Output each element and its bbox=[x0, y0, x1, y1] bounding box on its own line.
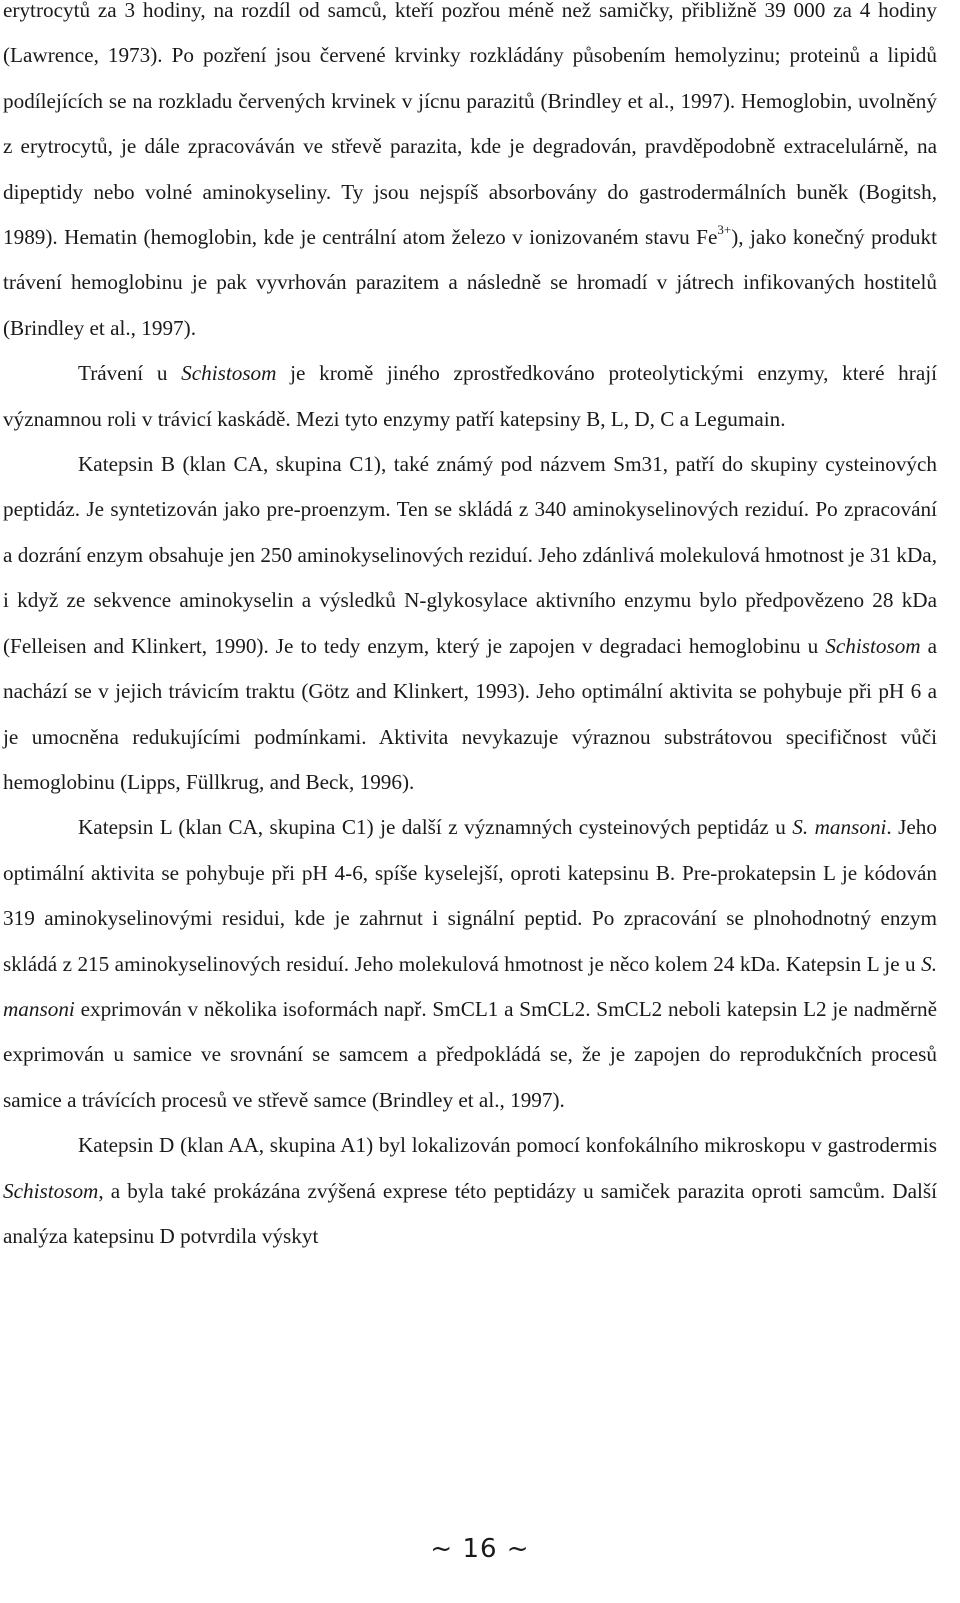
page-number: ~ 16 ~ bbox=[430, 1534, 530, 1564]
italic-term: S. mansoni bbox=[792, 815, 887, 840]
paragraph-1 bbox=[3, 0, 937, 351]
text-run: erytrocytů za 3 hodiny, na rozdíl od samců, kteří pozřou méně než samičky, přibližně 39 000 za 4 hodiny (Lawrence, 1973). Po pozření jsou červené krvinky rozkládány působením hemolyzinu; proteinů a lipidů podílejících se na rozkladu červených krvinek v jícnu parazitů (Brindley et al., 1997). Hemoglobin, uvolněný z erytrocytů, je dále zpracováván ve střevě parazita, kde je degradován, pravděpodobně extracelulárně, na dipeptidy nebo volné aminokyseliny. Ty jsou nejspíš absorbovány do gastrodermálních buněk (Bogitsh, 1989). Hematin (hemoglobin, kde je centrální atom železo v ionizovaném stavu Fe bbox=[3, 0, 937, 250]
text-run: Katepsin B (klan CA, skupina C1), také známý pod názvem Sm31, patří do skupiny cysteinových peptidáz. Je syntetizován jako pre-proenzym. Ten se skládá z 340 aminokyselinových reziduí. Po zpracování a dozrání enzym obsahuje jen 250 aminokyselinových reziduí. Jeho zdánlivá molekulová hmotnost je 31 kDa, i když ze sekvence aminokyselin a výsledků N-glykosylace aktivního enzymu bylo předpovězeno 28 kDa (Felleisen and Klinkert, 1990). Je to tedy enzym, který je zapojen v degradaci hemoglobinu u bbox=[3, 452, 937, 658]
italic-term: S. mansoni bbox=[3, 951, 937, 1021]
text-run: a nachází se v jejich trávicím traktu (Götz and Klinkert, 1993). Jeho optimální aktivita se pohybuje při pH 6 a je umocněna redukujícími podmínkami. Aktivita nevykazuje výraznou substrátovou specifičnost vůči hemoglobinu (Lipps, Füllkrug, and Beck, 1996). bbox=[3, 633, 938, 794]
paragraph-5 bbox=[3, 1123, 937, 1259]
text-run: Trávení u bbox=[78, 361, 182, 386]
text-run: je kromě jiného zprostředkováno proteolytickými enzymy, které hrají významnou roli v trávicí kaskádě. Mezi tyto enzymy patří katepsiny B, L, D, C a Legumain. bbox=[3, 361, 937, 431]
text-run: ), jako konečný produkt trávení hemoglobinu je pak vyvrhován parazitem a následně se hromadí v játrech infikovaných hostitelů (Brindley et al., 1997). bbox=[3, 225, 937, 340]
paragraph-3 bbox=[3, 442, 937, 805]
text-run: Katepsin D (klan AA, skupina A1) byl lokalizován pomocí konfokálního mikroskopu v gastrodermis bbox=[78, 1133, 937, 1158]
italic-term: Schistosom bbox=[181, 361, 277, 386]
document-page bbox=[3, 0, 937, 1259]
text-run: . Jeho optimální aktivita se pohybuje při pH 4-6, spíše kyselejší, oproti katepsinu B. Pre-prokatepsin L je kódován 319 aminokyselinovými residui, kde je zahrnut i signální peptid. Po zpracování se plnohodnotný enzym skládá z 215 aminokyselinových residuí. Jeho molekulová hmotnost je něco kolem 24 kDa. Katepsin L je u bbox=[3, 815, 937, 976]
text-run: Katepsin L (klan CA, skupina C1) je další z významných cysteinových peptidáz u bbox=[78, 815, 793, 840]
text-run: exprimován v několika isoformách např. SmCL1 a SmCL2. SmCL2 neboli katepsin L2 je nadměrně exprimován u samice ve srovnání se samcem a předpokládá se, že je zapojen do reprodukčních procesů samice a trávících procesů ve střevě samce (Brindley et al., 1997). bbox=[3, 996, 937, 1112]
superscript: 3+ bbox=[717, 221, 732, 237]
paragraph-2 bbox=[3, 351, 937, 442]
italic-term: Schistosom bbox=[825, 633, 921, 658]
italic-term: Schistosom bbox=[3, 1178, 99, 1203]
text-run: , a byla také prokázána zvýšená exprese této peptidázy u samiček parazita oproti samcům. Další analýza katepsinu D potvrdila výskyt bbox=[3, 1178, 937, 1248]
paragraph-4 bbox=[3, 805, 937, 1123]
